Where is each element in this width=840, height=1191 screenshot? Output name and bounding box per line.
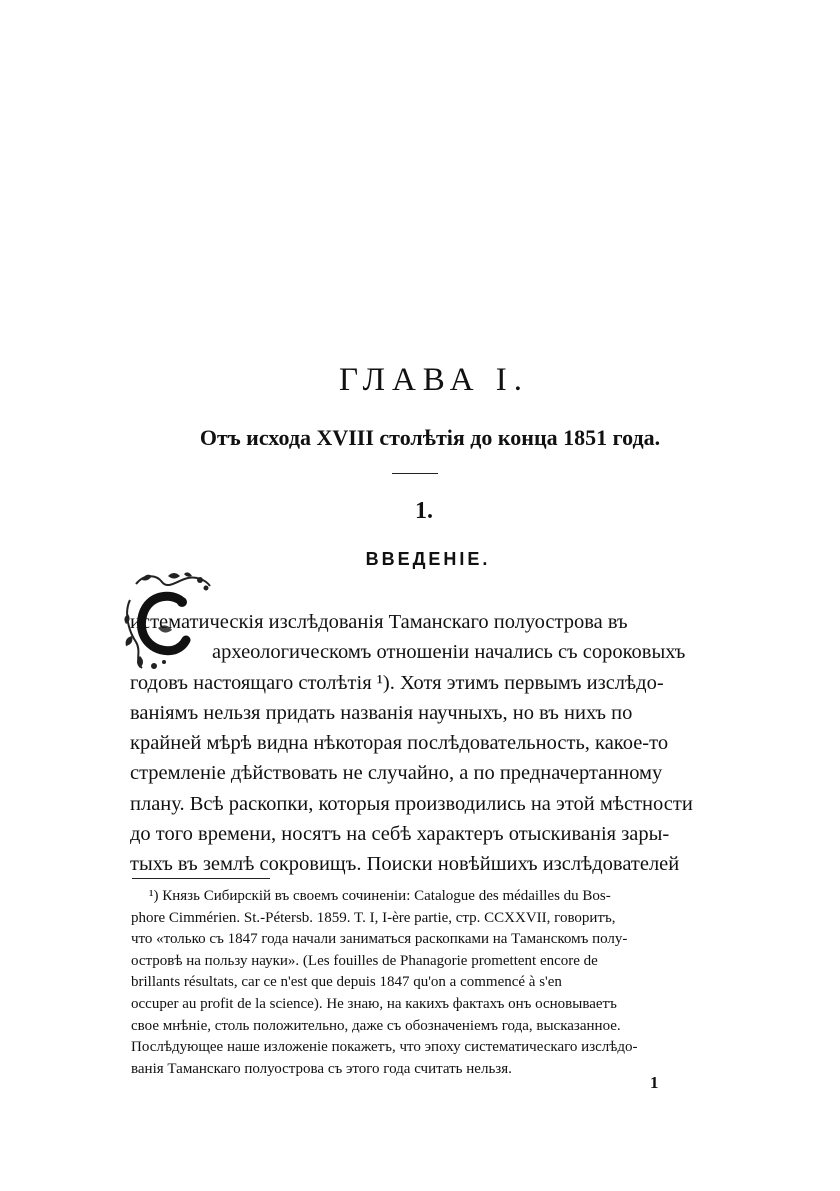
footnote-line-text: островѣ на пользу науки». (Les fouilles de Phanagorie promettent encore de [131,952,598,969]
body-line-text: тыхъ въ землѣ сокровищъ. Поиски новѣйшихъ изслѣдователей [130,853,680,876]
body-line [130,728,708,758]
body-line-text: плану. Всѣ раскопки, которыя производились на этой мѣстности [130,792,693,815]
footnote-line [131,994,708,1016]
body-line-text: годовъ настоящаго столѣтія ¹). Хотя этимъ первымъ изслѣдо- [130,671,664,694]
footnote-line-text: Послѣдующее наше изложеніе покажетъ, что эпоху систематическаго изслѣдо- [131,1039,638,1056]
page-number: 1 [650,1073,659,1092]
body-line-text: ваніямъ нельзя придать названія научныхъ, но въ нихъ по [130,701,633,724]
footnote-line-text: brillants résultats, car ce n'est que depuis 1847 qu'on a commencé à s'en [131,974,562,991]
footnote-line [131,886,708,908]
footnote-line-text: ванія Таманскаго полуострова съ этого года считать нельзя. [131,1060,512,1077]
section-number: 1. [415,498,433,524]
footnote-line-text: occuper au profit de la science). Не знаю, на какихъ фактахъ онъ основываетъ [131,995,617,1012]
body-line-text: стремленіе дѣйствовать не случайно, а по предначертанному [130,762,663,785]
footnote-line [131,1037,708,1059]
footnote-line-text: что «только съ 1847 года начали заниматься раскопками на Таманскомъ полу- [131,931,628,948]
footnote-line [131,1059,708,1081]
body-line [130,758,708,788]
footnote-line-text: phore Cimmérien. St.-Pétersb. 1859. T. I, I-ère partie, стр. CCXXVII, говоритъ, [131,909,616,926]
footnote-line [131,951,708,973]
footnote-line [131,929,708,951]
body-line [130,607,708,637]
body-line [130,698,708,728]
footnote-line [131,972,708,994]
footnote-line [131,908,708,930]
body-line-text: истематическія изслѣдованія Таманскаго полуострова въ [130,611,628,633]
footnote-line-text: ¹) Князь Сибирскій въ своемъ сочиненіи: Catalogue des médailles du Bos- [149,888,611,904]
section-title: ВВЕДЕНІЕ. [365,549,491,569]
title-divider [392,473,438,474]
body-line [130,789,708,819]
body-line-text: до того времени, носятъ на себѣ характеръ отыскиванія зары- [130,823,670,846]
chapter-title: ГЛАВА I. [338,362,530,398]
body-line-text: крайней мѣрѣ видна нѣкоторая послѣдовательность, какое-то [130,732,669,755]
body-line [130,637,708,667]
body-line-text: археологическомъ отношеніи начались съ сороковыхъ [212,641,686,664]
footnote [131,886,708,1080]
body-line [130,668,708,698]
footnote-line-text: свое мнѣніе, столь положительно, даже съ обозначеніемъ года, высказанное. [131,1017,621,1034]
chapter-subtitle: Отъ исхода XVIII столѣтія до конца 1851 года. [199,425,661,450]
footnote-divider [132,878,270,879]
footnote-line [131,1016,708,1038]
body-line [130,849,708,879]
body-text [130,607,708,880]
body-line [130,819,708,849]
